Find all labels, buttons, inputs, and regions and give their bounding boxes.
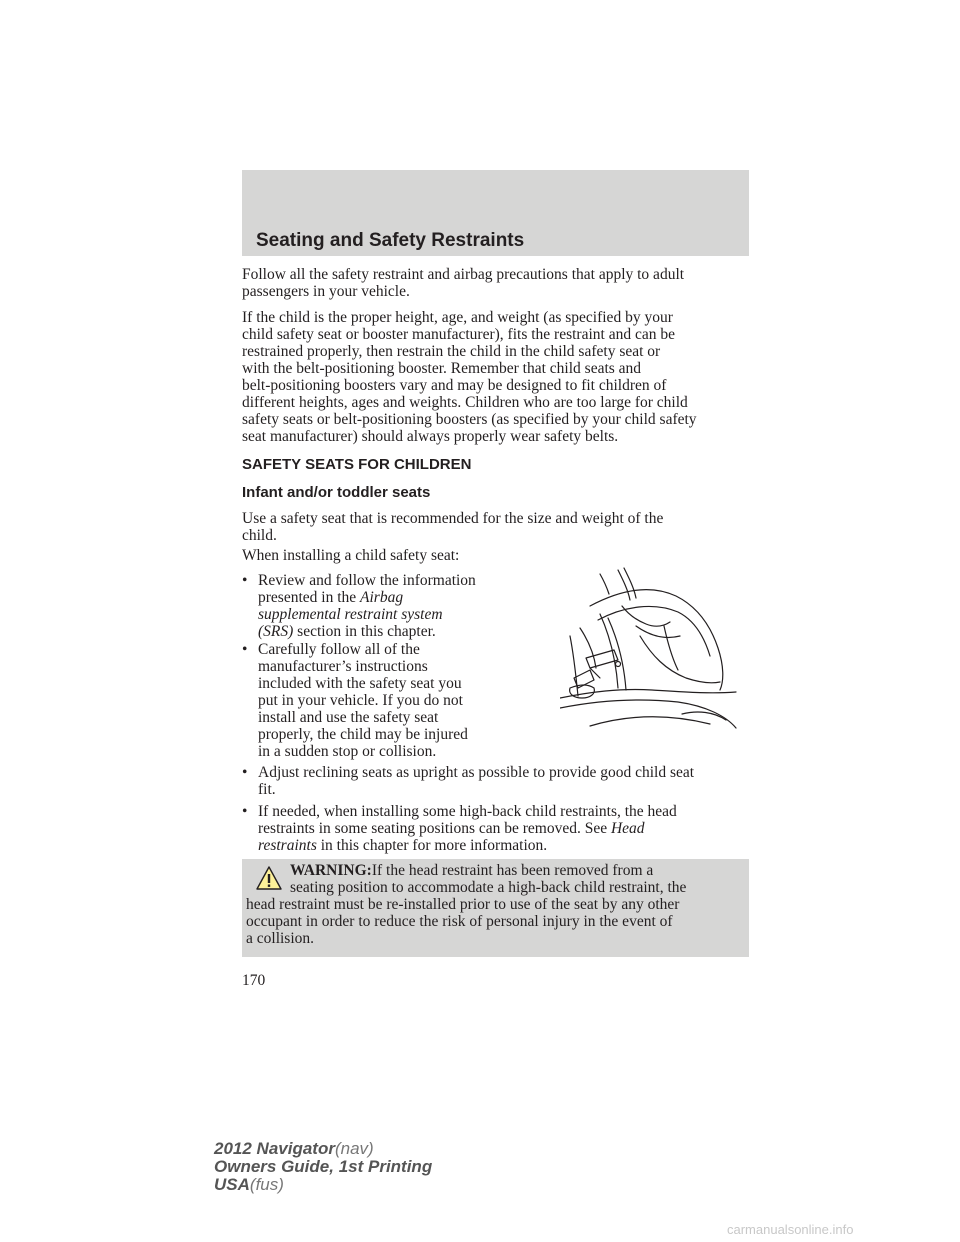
intro-paragraph-2: If the child is the proper height, age, and weight (as specified by your child safety seat or booster manufacturer), fits the restraint and can be restrained properly, then restrain the child in the child safety seat or with the belt-positioning booster. Remember that child seats and belt-positioning boosters vary and may be designed to fit children of different heights, ages and weights. Children who are too large for child safety seats or belt-positioning boosters (as specified by your child safety seat manufacturer) should always properly wear safety belts. (242, 309, 697, 445)
bullet-dot: • (242, 803, 248, 820)
child-seat-illustration (560, 566, 750, 741)
warning-text: WARNING:If the head restraint has been removed from a seating position to accommodate a high-back child restraint, the head restraint must be re-installed prior to use of the seat by any other occupant in order to reduce the risk of personal injury in the event of a collision. (246, 862, 687, 947)
section-heading: SAFETY SEATS FOR CHILDREN (242, 456, 472, 473)
bullet-dot: • (242, 764, 248, 781)
airbag-reference: Airbag (360, 589, 404, 606)
bullet-dot: • (242, 572, 248, 589)
intro-paragraph-1: Follow all the safety restraint and airbag precautions that apply to adult passengers in your vehicle. (242, 266, 685, 300)
section-subheading: Infant and/or toddler seats (242, 484, 431, 501)
bullet-dot: • (242, 641, 248, 658)
section-paragraph-1: Use a safety seat that is recommended for the size and weight of the child. (242, 510, 664, 544)
page-title: Seating and Safety Restraints (256, 230, 525, 251)
section-paragraph-2: When installing a child safety seat: (242, 547, 460, 564)
warning-label: WARNING: (290, 862, 372, 879)
head-restraints-reference: Head (610, 820, 645, 837)
footer-publication-info: 2012 Navigator(nav) Owners Guide, 1st Printing USA(fus) (214, 1139, 433, 1194)
watermark: carmanualsonline.info (727, 1222, 854, 1237)
page-number: 170 (242, 972, 266, 989)
